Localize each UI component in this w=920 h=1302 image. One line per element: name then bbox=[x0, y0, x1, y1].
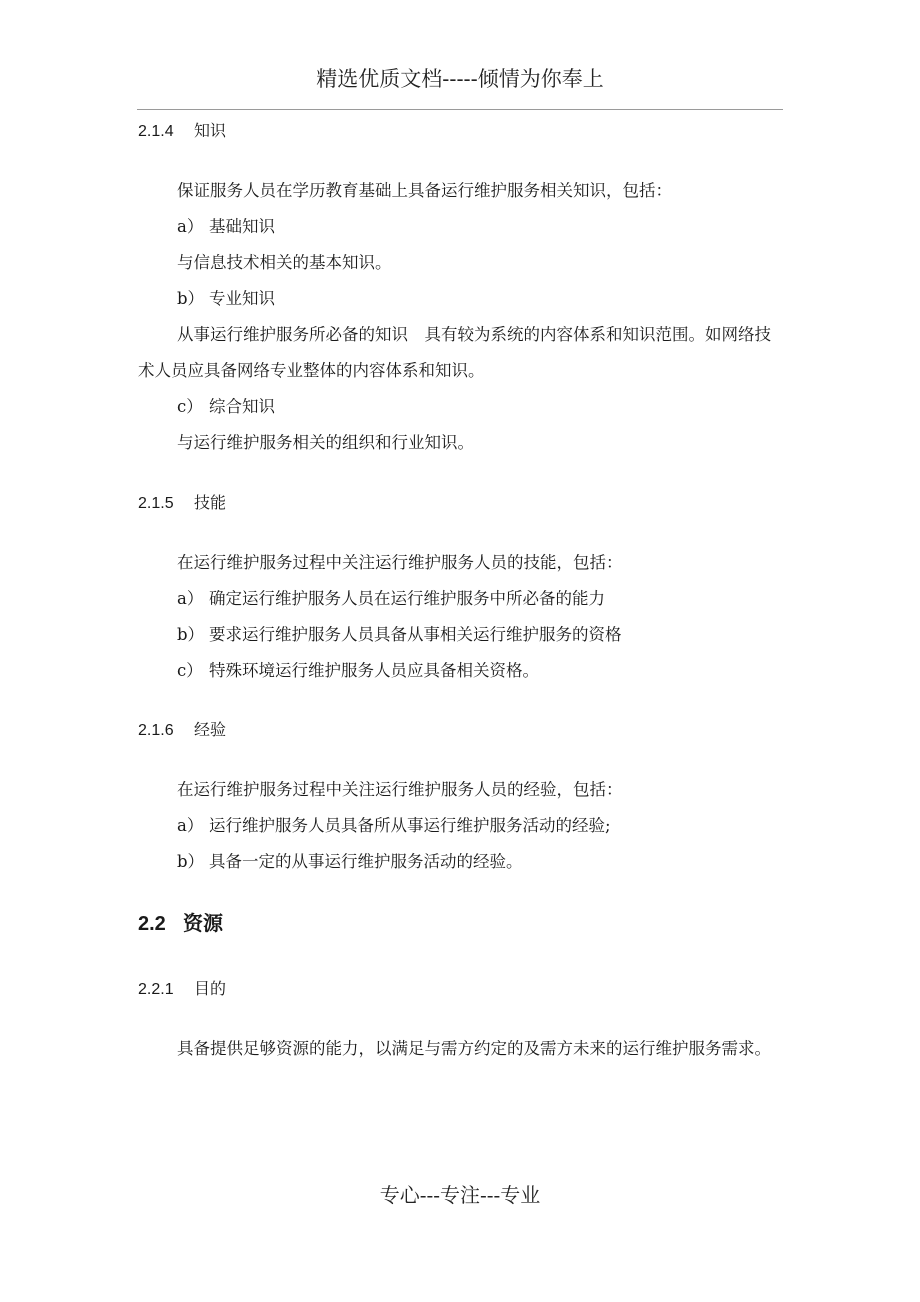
list-marker: a） bbox=[177, 816, 204, 835]
paragraph-intro-experience: 在运行维护服务过程中关注运行维护服务人员的经验，包括： bbox=[177, 780, 623, 799]
heading-title: 经验 bbox=[194, 720, 227, 739]
list-marker: b） bbox=[177, 852, 205, 871]
list-item bbox=[138, 209, 822, 245]
list-item bbox=[138, 281, 822, 317]
list-item-text: 特殊环境运行维护服务人员应具备相关资格。 bbox=[209, 661, 539, 680]
heading-2-1-6 bbox=[138, 712, 783, 749]
list-item-description: 与信息技术相关的基本知识。 bbox=[177, 253, 392, 272]
list-marker: a） bbox=[177, 217, 204, 236]
paragraph-intro-knowledge: 保证服务人员在学历教育基础上具备运行维护服务相关知识，包括： bbox=[177, 181, 672, 200]
page-footer: 专心---专注---专业 bbox=[379, 1183, 541, 1207]
list-item bbox=[138, 581, 822, 617]
list-item bbox=[138, 617, 822, 653]
list-item-label: 综合知识 bbox=[209, 397, 275, 416]
list-item-text: 运行维护服务人员具备所从事运行维护服务活动的经验; bbox=[209, 816, 611, 835]
list-marker: c） bbox=[177, 397, 203, 416]
list-item-text: 要求运行维护服务人员具备从事相关运行维护服务的资格 bbox=[209, 625, 622, 644]
list-item-description: 与运行维护服务相关的组织和行业知识。 bbox=[177, 433, 474, 452]
heading-title: 知识 bbox=[194, 121, 227, 140]
heading-number: 2.2 bbox=[138, 913, 166, 935]
list-item bbox=[138, 389, 822, 425]
heading-2-2 bbox=[138, 905, 783, 942]
list-item bbox=[138, 653, 822, 689]
heading-title: 资源 bbox=[183, 911, 223, 935]
heading-number: 2.1.6 bbox=[138, 722, 174, 739]
header-divider bbox=[137, 109, 783, 110]
heading-title: 技能 bbox=[194, 493, 227, 512]
page-header: 精选优质文档-----倾情为你奉上 bbox=[316, 67, 604, 91]
list-marker: b） bbox=[177, 289, 205, 308]
heading-2-1-4 bbox=[138, 113, 783, 150]
heading-number: 2.2.1 bbox=[138, 981, 174, 998]
heading-number: 2.1.4 bbox=[138, 123, 174, 140]
heading-number: 2.1.5 bbox=[138, 495, 174, 512]
heading-2-2-1 bbox=[138, 971, 783, 1008]
list-item-label: 专业知识 bbox=[209, 289, 275, 308]
list-item bbox=[138, 844, 822, 880]
list-item-text: 具备一定的从事运行维护服务活动的经验。 bbox=[209, 852, 523, 871]
heading-2-1-5 bbox=[138, 485, 783, 522]
heading-title: 目的 bbox=[194, 979, 227, 998]
paragraph-purpose: 具备提供足够资源的能力，以满足与需方约定的及需方未来的运行维护服务需求。 bbox=[177, 1039, 771, 1058]
list-item-label: 基础知识 bbox=[209, 217, 275, 236]
list-item-description: 从事运行维护服务所必备的知识 具有较为系统的内容体系和知识范围。如网络技术人员应具备网络专业整体的内容体系和知识。 bbox=[138, 325, 771, 380]
list-item-text: 确定运行维护服务人员在运行维护服务中所必备的能力 bbox=[209, 589, 605, 608]
list-marker: c） bbox=[177, 661, 203, 680]
paragraph-intro-skills: 在运行维护服务过程中关注运行维护服务人员的技能，包括： bbox=[177, 553, 623, 572]
list-marker: a） bbox=[177, 589, 204, 608]
list-marker: b） bbox=[177, 625, 205, 644]
list-item bbox=[138, 808, 822, 844]
